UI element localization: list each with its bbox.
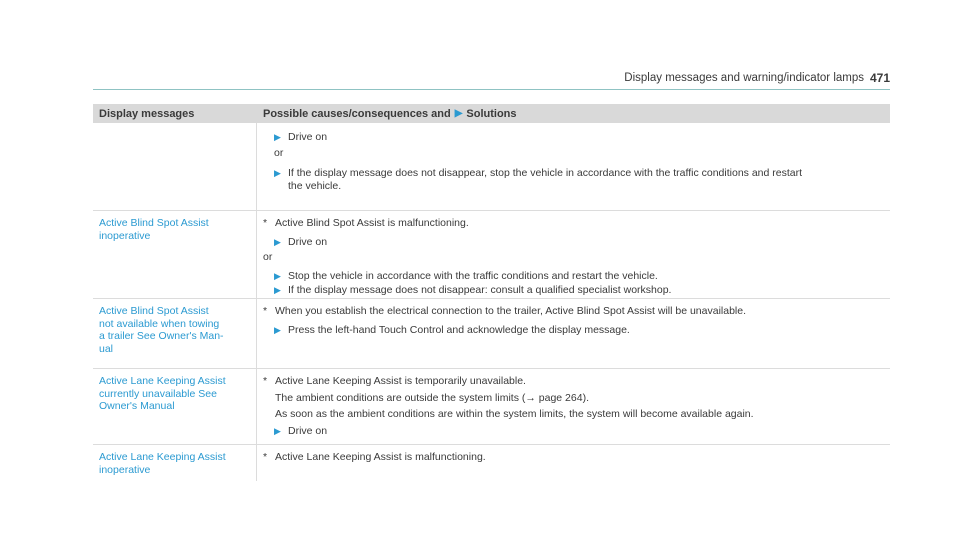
message-cell <box>93 123 257 210</box>
step-item <box>263 324 884 337</box>
step-item <box>263 167 884 192</box>
play-arrow-icon: ▶ <box>274 168 281 178</box>
step-text: If the display message does not disappear, stop the vehicle in accordance with the traffic conditions and restart <box>288 167 803 179</box>
message-text: ual <box>99 342 114 355</box>
step-text: Drive on <box>288 235 328 248</box>
table-row <box>93 211 890 299</box>
step-text: Stop the vehicle in accordance with the traffic conditions and restart the vehicle. <box>288 269 658 282</box>
or-text: or <box>274 146 284 159</box>
message-text: not available when towing <box>99 317 220 330</box>
play-arrow-icon: ▶ <box>274 324 281 335</box>
message-text: Active Lane Keeping Assist <box>99 375 226 387</box>
solution-cell <box>257 299 890 368</box>
messages-table <box>93 104 890 481</box>
step-text: Press the left-hand Touch Control and acknowledge the display message. <box>288 323 630 336</box>
solution-cell <box>257 211 890 298</box>
table-row <box>93 123 890 211</box>
play-arrow-icon: ▶ <box>274 236 281 247</box>
play-arrow-icon: ▶ <box>274 270 281 281</box>
message-text: Active Lane Keeping Assist <box>99 451 226 463</box>
table-row <box>93 445 890 481</box>
message-text: a trailer See Owner's Man- <box>99 330 224 342</box>
message-text: currently unavailable See <box>99 387 217 400</box>
table-row <box>93 299 890 369</box>
step-item <box>263 236 884 249</box>
solution-cell <box>257 369 890 444</box>
play-arrow-icon: ▶ <box>274 285 281 295</box>
solution-cell <box>257 123 890 210</box>
table-row <box>93 369 890 445</box>
cause-text: * Active Lane Keeping Assist is temporarily unavailable. <box>263 375 526 387</box>
page-header-title: Display messages and warning/indicator lamps <box>624 72 864 84</box>
step-text: If the display message does not disappear: consult a qualified specialist workshop. <box>288 284 672 296</box>
message-cell <box>93 445 257 481</box>
step-item <box>263 270 884 283</box>
message-text: Owner's Manual <box>99 400 175 412</box>
step-text-continued: the vehicle. <box>288 179 342 192</box>
message-cell <box>93 299 257 368</box>
column-header-messages: Display messages <box>99 107 195 120</box>
cause-text: * Active Blind Spot Assist is malfunctioning. <box>263 217 469 229</box>
step-text: Drive on <box>288 424 328 437</box>
or-text: or <box>263 251 273 263</box>
info-text: As soon as the ambient conditions are within the system limits, the system will become available again. <box>275 408 754 420</box>
play-arrow-icon: ▶ <box>274 132 281 142</box>
message-cell <box>93 369 257 444</box>
table-header <box>93 104 890 123</box>
step-item <box>263 425 884 438</box>
step-item <box>263 284 884 297</box>
message-text: inoperative <box>99 229 151 242</box>
message-text: Active Blind Spot Assist <box>99 217 209 229</box>
cause-text: * Active Lane Keeping Assist is malfunctioning. <box>263 451 486 463</box>
column-header-causes-label: Possible causes/consequences and <box>263 107 451 120</box>
step-item <box>263 131 884 144</box>
cause-text: * When you establish the electrical connection to the trailer, Active Blind Spot Assist will be unavailable. <box>263 305 747 317</box>
page-header <box>93 72 890 90</box>
message-text: inoperative <box>99 463 151 476</box>
column-header-causes <box>257 108 890 120</box>
info-text: The ambient conditions are outside the system limits (→ page 264). <box>275 391 589 404</box>
play-arrow-icon: ▶ <box>454 108 463 119</box>
column-header-solutions-label: Solutions <box>466 107 517 120</box>
step-text: Drive on <box>288 131 328 143</box>
page-number: 471 <box>869 71 890 85</box>
play-arrow-icon: ▶ <box>274 425 281 436</box>
message-cell <box>93 211 257 298</box>
solution-cell <box>257 445 890 481</box>
message-text: Active Blind Spot Assist <box>99 305 209 317</box>
